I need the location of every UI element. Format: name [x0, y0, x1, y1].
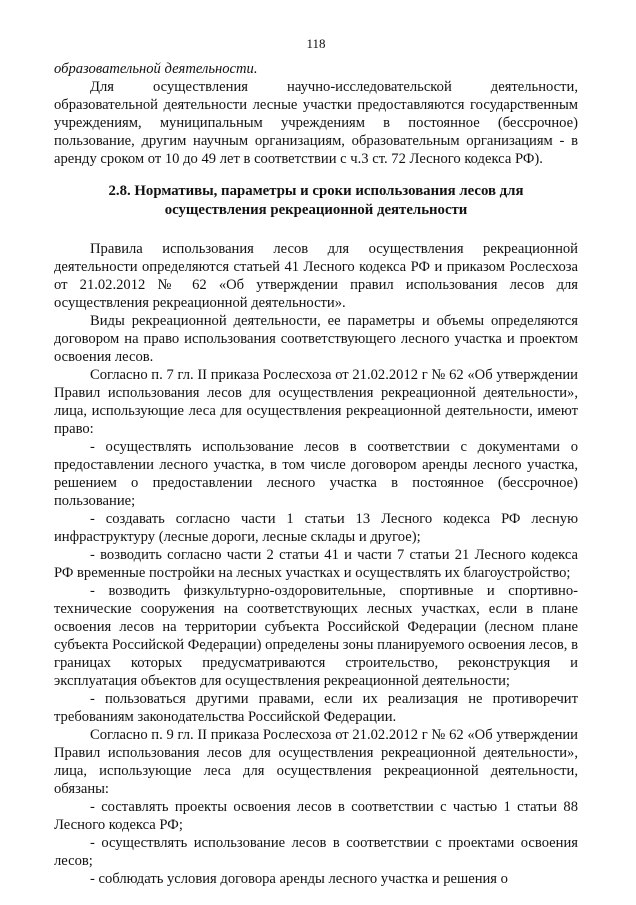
paragraph-rules: Правила использования лесов для осуществления рекреационной деятельности определяются статьей 41 Лесного кодекса РФ и приказом Рослесхоза от 21.02.2012 № 62 «Об утверждении правил использования лесов для осуществления рекреационной деятельности».	[54, 241, 578, 311]
list-item-right-4: - возводить физкультурно-оздоровительные, спортивные и спортивно-технические сооружения на соответствующих лесных участках, если в плане освоения лесов на территории субъекта Российской Федерации (лесном плане субъекта Российской Федерации) определены зоны планируемого освоения лесов, в границах которых предусматриваются строительство, реконструкция и эксплуатация объектов для осуществления рекреационной деятельности;	[54, 583, 578, 689]
paragraph-research-education-leases: Для осуществления научно-исследовательской деятельности, образовательной деятельности лесные участки предоставляются государственным учреждениям, муниципальным учреждениям в постоянное (бессрочное) пользование, другим научным организациям, образовательным организациям - в аренду сроком от 10 до 49 лет в соответствии с ч.3 ст. 72 Лесного кодекса РФ).	[54, 79, 578, 167]
section-heading-line-2: осуществления рекреационной деятельности	[164, 202, 468, 218]
list-item-right-5: - пользоваться другими правами, если их реализация не противоречит требованиям законодательства Российской Федерации.	[54, 691, 578, 725]
list-item-obligation-2: - осуществлять использование лесов в соответствии с проектами освоения лесов;	[54, 835, 578, 869]
list-item-right-3: - возводить согласно части 2 статьи 41 и части 7 статьи 21 Лесного кодекса РФ временные постройки на лесных участках и осуществлять их благоустройство;	[54, 547, 578, 581]
list-item-obligation-1: - составлять проекты освоения лесов в соответствии с частью 1 статьи 88 Лесного кодекса РФ;	[54, 799, 578, 833]
continued-text-fragment: образовательной деятельности.	[54, 61, 258, 77]
paragraph-obligations-intro: Согласно п. 9 гл. II приказа Рослесхоза от 21.02.2012 г № 62 «Об утверждении Правил использования лесов для осуществления рекреационной деятельности», лица, использующие леса для осуществления рекреационной деятельности, обязаны:	[54, 727, 578, 797]
list-item-right-1: - осуществлять использование лесов в соответствии с документами о предоставлении лесного участка, в том числе договором аренды лесного участка, решением о предоставлении лесного участка в постоянное (бессрочное) пользование;	[54, 439, 578, 509]
page-number: 118	[306, 36, 326, 51]
section-heading	[54, 182, 578, 220]
list-item-right-2: - создавать согласно части 1 статьи 13 Лесного кодекса РФ лесную инфраструктуру (лесные дороги, лесные склады и другое);	[54, 511, 578, 545]
paragraph-rights-intro: Согласно п. 7 гл. II приказа Рослесхоза от 21.02.2012 г № 62 «Об утверждении Правил использования лесов для осуществления рекреационной деятельности», лица, использующие леса для осуществления рекреационной деятельности, имеют право:	[54, 367, 578, 437]
list-item-obligation-3: - соблюдать условия договора аренды лесного участка и решения о	[90, 871, 508, 887]
document-page	[54, 36, 578, 888]
section-heading-line-1: 2.8. Нормативы, параметры и сроки использования лесов для	[108, 183, 524, 199]
paragraph-activity-types: Виды рекреационной деятельности, ее параметры и объемы определяются договором на право использования соответствующего лесного участка и проектом освоения лесов.	[54, 313, 578, 365]
